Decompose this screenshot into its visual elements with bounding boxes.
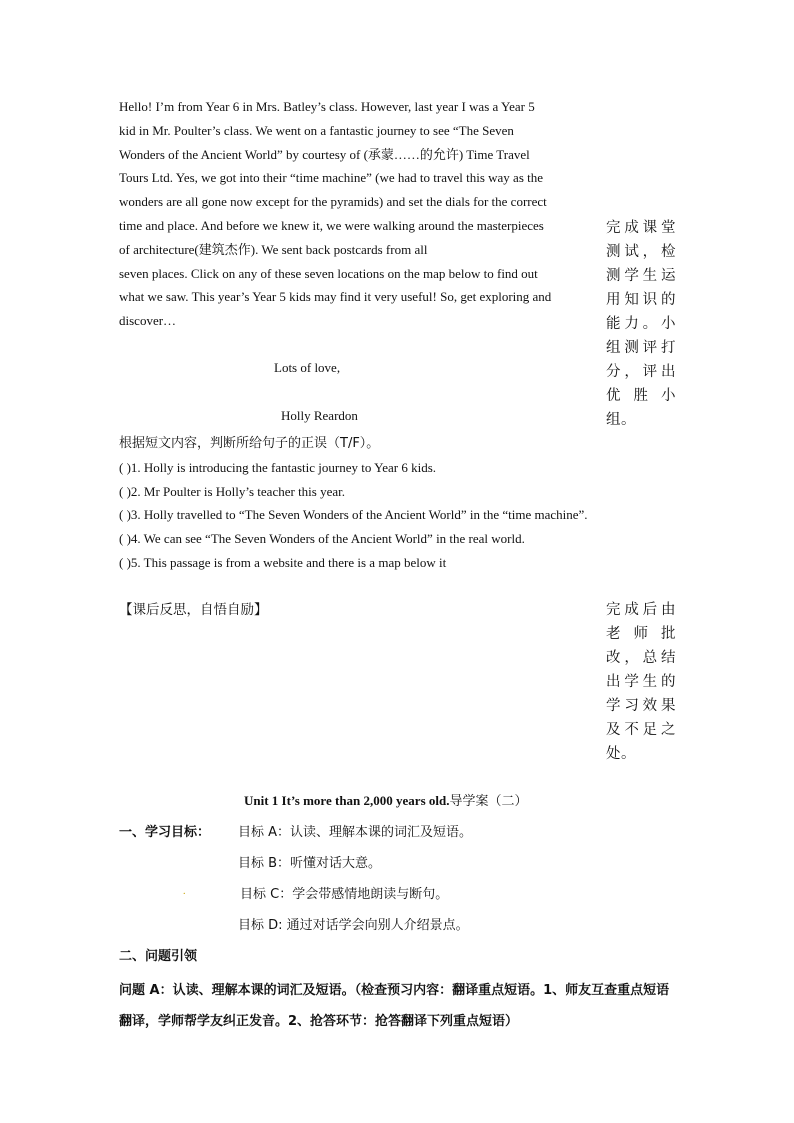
question-1: ( )1. Holly is introducing the fantastic journey to Year 6 kids.: [119, 459, 437, 475]
unit-title: [244, 790, 527, 809]
letter-line: seven places. Click on any of these seven locations on the map below to find out: [119, 265, 538, 281]
side-note-classroom-test: 完成课堂测试，检测学生运用知识的能力。小组测评打分，评出优胜小组。: [606, 220, 676, 428]
letter-line: kid in Mr. Poulter’s class. We went on a fantastic journey to see “The Seven: [119, 122, 514, 138]
letter-line: wonders are all gone now except for the pyramids) and set the dials for the correct: [119, 194, 547, 210]
question-4: ( )4. We can see “The Seven Wonders of the Ancient World” in the real world.: [119, 531, 525, 547]
letter-line: discover…: [119, 313, 177, 329]
letter-line: Tours Ltd. Yes, we got into their “time machine” (we had to travel this way as the: [119, 170, 544, 186]
letter-line: what we saw. This year’s Year 5 kids may find it very useful! So, get exploring and: [119, 289, 552, 305]
unit-title-english: Unit 1 It’s more than 2,000 years old.: [244, 793, 450, 808]
letter-closing: Lots of love,: [274, 360, 341, 375]
goal-a: 目标 A：认读、理解本课的词汇及短语。: [238, 825, 473, 840]
stray-dot: .: [183, 886, 186, 897]
task-instruction: 根据短文内容，判断所给句子的正误（T/F）。: [119, 436, 380, 451]
letter-body: [119, 95, 593, 333]
section-2-heading: 二、问题引领: [119, 949, 198, 964]
learning-goals-label: 一、学习目标：: [119, 825, 211, 840]
goal-b: 目标 B：听懂对话大意。: [238, 856, 382, 871]
letter-line: Hello! I’m from Year 6 in Mrs. Batley’s class. However, last year I was a Year 5: [119, 99, 535, 114]
goal-c: 目标 C：学会带感情地朗读与断句。: [240, 887, 449, 902]
question-2: ( )2. Mr Poulter is Holly’s teacher this year.: [119, 483, 346, 499]
letter-signature: Holly Reardon: [281, 408, 358, 423]
question-3: ( )3. Holly travelled to “The Seven Wonders of the Ancient World” in the “time machine”.: [119, 507, 588, 523]
letter-line: of architecture(建筑杰作). We sent back postcards from all: [119, 241, 428, 257]
unit-title-chinese: 导学案（二）: [449, 794, 528, 809]
question-5: ( )5. This passage is from a website and there is a map below it: [119, 554, 447, 570]
letter-line: time and place. And before we knew it, we were walking around the masterpieces: [119, 217, 544, 233]
true-false-task: [119, 432, 599, 575]
reflection-heading: 【课后反思，自悟自励】: [119, 602, 268, 618]
question-a-text: 问题 A：认读、理解本课的词汇及短语。（检查预习内容：翻译重点短语。1、师友互查重点短语翻译，学师帮学友纠正发音。2、抢答环节：抢答翻译下列重点短语）: [119, 983, 670, 1029]
letter-line: Wonders of the Ancient World” by courtesy of (承蒙……的允许) Time Travel: [119, 146, 530, 162]
goal-d: 目标 D: 通过对话学会向别人介绍景点。: [238, 918, 469, 933]
side-note-teacher-review: 完成后由老师批改，总结出学生的学习效果及不足之处。: [606, 602, 676, 762]
